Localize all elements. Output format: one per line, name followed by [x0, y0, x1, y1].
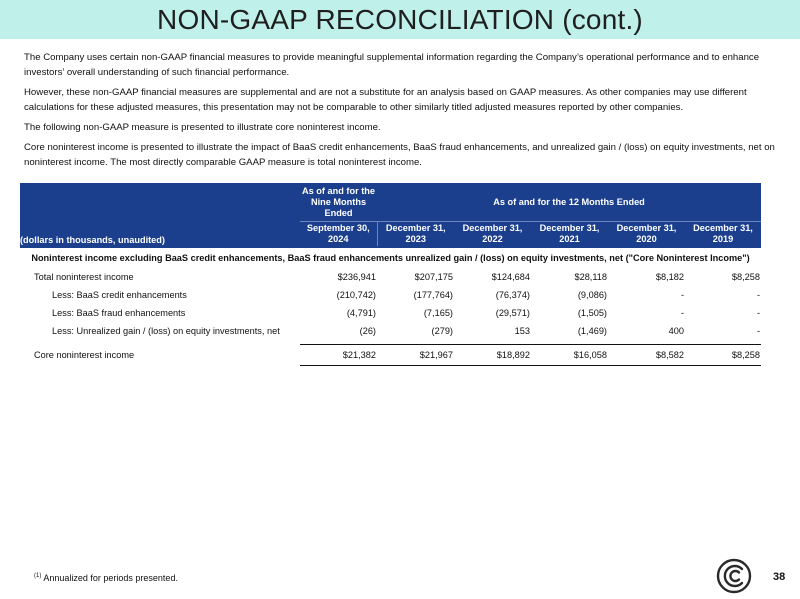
- column-header: December 31, 2023: [377, 222, 454, 248]
- cell-value: -: [756, 290, 760, 300]
- cell-value: $236,941: [337, 272, 376, 282]
- cell-value: $21,382: [300, 345, 377, 366]
- cell-value: $207,175: [414, 272, 453, 282]
- cell-value: (29,571): [495, 308, 530, 318]
- cell-value: -: [680, 308, 684, 318]
- paragraph-1: The Company uses certain non-GAAP financial measures to provide meaningful supplemental information regarding the Company’s operational performance and to enhance investors’ overall understanding of such financial performance.: [24, 52, 760, 78]
- row-label: Less: Unrealized gain / (loss) on equity investments, net: [52, 326, 280, 336]
- footnote-text: Annualized for periods presented.: [43, 573, 178, 583]
- row-label: Less: BaaS fraud enhancements: [52, 308, 186, 318]
- intro-text: [24, 50, 784, 175]
- footnote: [34, 573, 178, 583]
- section-title-row: [20, 247, 761, 268]
- footnote-marker: (1): [34, 573, 42, 579]
- reconciliation-table: [20, 183, 761, 366]
- row-label: Total noninterest income: [34, 272, 134, 282]
- cell-value: $16,058: [531, 345, 608, 366]
- cell-value: (1,469): [577, 326, 607, 336]
- cell-value: 400: [668, 326, 684, 336]
- slide-title: NON-GAAP RECONCILIATION (cont.): [157, 4, 643, 35]
- cell-value: $124,684: [491, 272, 530, 282]
- cell-value: (4,791): [346, 308, 376, 318]
- column-header: September 30, 2024: [300, 222, 377, 248]
- cell-value: 153: [514, 326, 530, 336]
- column-header: December 31, 2021: [531, 222, 608, 248]
- row-label: Less: BaaS credit enhancements: [52, 290, 187, 300]
- cell-value: -: [756, 308, 760, 318]
- paragraph-4: Core noninterest income is presented to illustrate the impact of BaaS credit enhancements, BaaS fraud enhancements, and unrealized gain / (loss) on equity investments, net on noninterest income. The most directly comparable GAAP measure is total noninterest income.: [24, 142, 775, 168]
- table-row: [20, 322, 761, 340]
- paragraph-2: However, these non-GAAP financial measures are supplemental and are not a substitute for an analysis based on GAAP measures. As other companies may use different calculations for these adjusted measures, this presentation may not be comparable to other similarly titled adjusted measures reported by other companies.: [24, 87, 747, 113]
- cell-value: (279): [431, 326, 453, 336]
- cell-value: $8,258: [685, 345, 761, 366]
- cell-value: (1,505): [577, 308, 607, 318]
- cell-value: (76,374): [495, 290, 530, 300]
- cell-value: (26): [359, 326, 376, 336]
- table-row: [20, 286, 761, 304]
- column-header: December 31, 2022: [454, 222, 531, 248]
- cell-value: $18,892: [454, 345, 531, 366]
- units-label: (dollars in thousands, unaudited): [20, 235, 165, 245]
- cell-value: (9,086): [577, 290, 607, 300]
- cell-value: $8,182: [655, 272, 684, 282]
- cell-value: (177,764): [413, 290, 453, 300]
- cell-value: $8,258: [731, 272, 760, 282]
- cell-value: $8,582: [608, 345, 685, 366]
- table-row: [20, 268, 761, 286]
- column-header: December 31, 2020: [608, 222, 685, 248]
- nine-months-header: As of and for the Nine Months Ended: [302, 185, 375, 218]
- row-label: Core noninterest income: [34, 350, 135, 360]
- page-number: 38: [773, 571, 786, 583]
- table-row: [20, 304, 761, 322]
- cell-value: -: [680, 290, 684, 300]
- cell-value: (210,742): [336, 290, 376, 300]
- twelve-months-header: As of and for the 12 Months Ended: [493, 196, 645, 207]
- company-logo-icon: [716, 558, 752, 594]
- table-header-row-1: [20, 183, 761, 222]
- cell-value: $28,118: [574, 272, 607, 282]
- total-row: [20, 345, 761, 366]
- column-header: December 31, 2019: [685, 222, 761, 248]
- cell-value: (7,165): [423, 308, 453, 318]
- section-title: Noninterest income excluding BaaS credit enhancements, BaaS fraud enhancements unrealized gain / (loss) on equity investments, net ("Core Noninterest Income"): [20, 247, 761, 268]
- cell-value: $21,967: [377, 345, 454, 366]
- paragraph-3: The following non-GAAP measure is presented to illustrate core noninterest income.: [24, 122, 381, 133]
- cell-value: -: [756, 326, 760, 336]
